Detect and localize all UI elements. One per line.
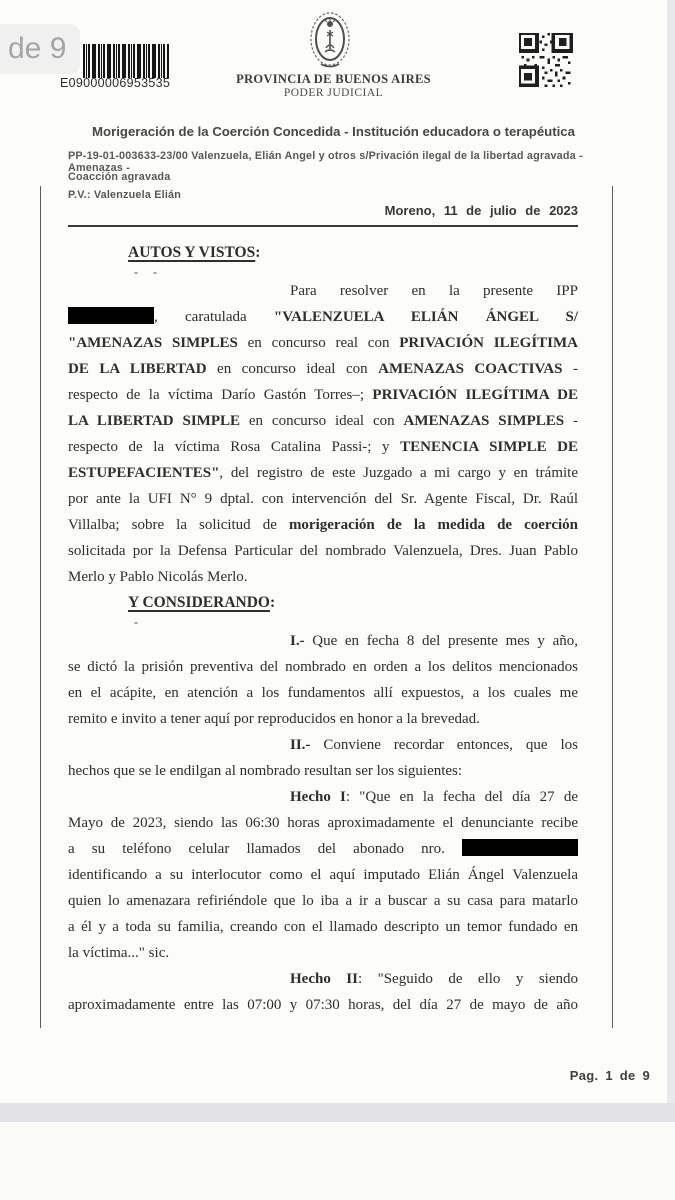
document-subject: Morigeración de la Coerción Concedida - Institución educadora o terapéutica bbox=[92, 124, 575, 139]
text-line bbox=[68, 810, 578, 836]
text-line bbox=[68, 628, 578, 654]
handwritten-dash bbox=[68, 616, 578, 628]
text-line bbox=[68, 680, 578, 706]
handwritten-dashes bbox=[68, 266, 578, 278]
page-separator bbox=[0, 1103, 675, 1122]
text-segment: hechos que se le endilgan al nombrado resultan ser los siguientes: bbox=[68, 763, 463, 779]
text-segment: morigeración de la medida de coerción bbox=[288, 517, 578, 533]
text-segment: PRIVACIÓN ILEGÍTIMA DE bbox=[372, 387, 578, 403]
text-segment: - bbox=[134, 615, 144, 629]
text-line bbox=[68, 434, 578, 460]
text-segment: la víctima..." sic. bbox=[68, 945, 170, 961]
org-name: PROVINCIA DE BUENOS AIRES bbox=[236, 72, 431, 86]
text-line bbox=[68, 382, 578, 408]
document-page-2 bbox=[0, 1122, 675, 1200]
text-segment: en concurso ideal con bbox=[206, 361, 379, 377]
text-segment: LA LIBERTAD SIMPLE bbox=[68, 413, 240, 429]
dateline: Moreno, 11 de julio de 2023 bbox=[384, 203, 578, 218]
case-caption-line1: PP-19-01-003633-23/00 Valenzuela, Elián Angel y otros s/Privación ilegal de la libertad agravada - Amenazas - bbox=[68, 150, 583, 174]
text-line bbox=[68, 330, 578, 356]
text-segment: por ante la UFI N° 9 dptal. con intervención del Sr. Agente Fiscal, Dr. Raúl bbox=[68, 491, 578, 507]
text-line bbox=[68, 862, 578, 888]
text-segment: , caratulada bbox=[154, 309, 274, 325]
text-line bbox=[68, 966, 578, 992]
text-segment: AUTOS Y VISTOS bbox=[128, 244, 256, 261]
text-line bbox=[68, 992, 578, 1018]
text-segment: Hecho II bbox=[290, 971, 358, 987]
text-segment: aproximadamente entre las 07:00 y 07:30 horas, del día 27 de mayo de año bbox=[68, 997, 578, 1013]
text-segment: Que en fecha 8 del presente mes y año, bbox=[304, 633, 578, 649]
text-segment: respecto de la víctima Rosa Catalina Passi-; y bbox=[68, 439, 401, 455]
heading-autos-y-vistos bbox=[68, 240, 578, 266]
document-body bbox=[68, 240, 578, 1018]
text-segment: DE LA LIBERTAD bbox=[68, 361, 207, 377]
text-segment: : "Que en la fecha del día 27 de bbox=[345, 789, 578, 805]
text-line bbox=[68, 914, 578, 940]
text-line bbox=[68, 538, 578, 564]
org-division: PODER JUDICIAL bbox=[283, 87, 384, 99]
text-segment: PRIVACIÓN ILEGÍTIMA bbox=[399, 335, 578, 351]
text-line bbox=[68, 940, 578, 966]
viewer-edge bbox=[667, 0, 675, 1103]
text-segment: solicitada por la Defensa Particular del nombrado Valenzuela, Dres. Juan Pablo bbox=[68, 543, 578, 559]
redaction-box bbox=[68, 307, 154, 324]
text-segment: ESTUPEFACIENTES" bbox=[68, 465, 220, 481]
page-indicator-overlay bbox=[0, 24, 80, 74]
text-segment: Merlo y Pablo Nicolás Merlo. bbox=[68, 569, 248, 585]
text-line bbox=[68, 732, 578, 758]
page-indicator-text: de 9 bbox=[8, 32, 67, 65]
text-line bbox=[68, 278, 578, 304]
text-segment: Hecho I bbox=[290, 789, 346, 805]
text-segment: quien lo amenazara refiriéndole que lo iba a ir a buscar a su casa para matarlo bbox=[68, 893, 578, 909]
heading-y-considerando bbox=[68, 590, 578, 616]
text-segment: : bbox=[269, 594, 276, 611]
text-segment: "VALENZUELA ELIÁN ÁNGEL S/ bbox=[273, 309, 578, 325]
text-segment: Para resolver en la presente IPP bbox=[290, 283, 578, 299]
text-segment: se dictó la prisión preventiva del nombrado en orden a los delitos mencionados bbox=[68, 659, 578, 675]
text-segment: en el acápite, en atención a los fundamentos allí expuestos, a los cuales me bbox=[68, 685, 578, 701]
case-caption-line2: Coacción agravada bbox=[68, 171, 171, 183]
text-segment: - - bbox=[134, 265, 163, 279]
text-segment: identificando a su interlocutor como el aquí imputado Elián Ángel Valenzuela bbox=[68, 867, 578, 883]
text-segment: remito e invito a tener aquí por reproducidos en honor a la brevedad. bbox=[68, 711, 480, 727]
text-segment: II.- bbox=[290, 737, 311, 753]
text-segment: Conviene recordar entonces, que los bbox=[310, 737, 578, 753]
left-border-line bbox=[40, 186, 41, 1028]
text-segment: Mayo de 2023, siendo las 06:30 horas aproximadamente el denunciante recibe bbox=[68, 815, 578, 831]
redaction-box bbox=[462, 839, 578, 856]
header-rule bbox=[68, 225, 578, 227]
text-segment: : "Seguido de ello y siendo bbox=[357, 971, 578, 987]
right-border-line bbox=[612, 186, 613, 1028]
text-segment: a su teléfono celular llamados del abonado nro. bbox=[68, 841, 462, 857]
text-segment: Y CONSIDERANDO bbox=[128, 594, 270, 611]
text-line bbox=[68, 512, 578, 538]
text-line-redacted bbox=[68, 304, 578, 330]
text-segment: a él y a toda su familia, creando con el llamado descripto un temor fundado en bbox=[68, 919, 578, 935]
pv-line: P.V.: Valenzuela Elián bbox=[68, 189, 182, 201]
text-line bbox=[68, 356, 578, 382]
text-segment: "AMENAZAS SIMPLES bbox=[68, 335, 238, 351]
qr-code-icon bbox=[519, 33, 573, 87]
text-line bbox=[68, 888, 578, 914]
text-segment: AMENAZAS SIMPLES bbox=[403, 413, 565, 429]
text-segment: TENENCIA SIMPLE DE bbox=[400, 439, 578, 455]
text-segment: I.- bbox=[290, 633, 305, 649]
text-line bbox=[68, 408, 578, 434]
text-segment: - bbox=[562, 361, 579, 377]
text-segment: Villalba; sobre la solicitud de bbox=[68, 517, 289, 533]
text-line bbox=[68, 564, 578, 590]
text-line bbox=[68, 758, 578, 784]
text-line-redacted bbox=[68, 836, 578, 862]
text-segment: : bbox=[255, 244, 261, 261]
text-segment: en concurso ideal con bbox=[240, 413, 404, 429]
text-line bbox=[68, 654, 578, 680]
text-segment: - bbox=[564, 413, 578, 429]
text-line bbox=[68, 486, 578, 512]
text-segment: AMENAZAS COACTIVAS bbox=[378, 361, 563, 377]
text-line bbox=[68, 706, 578, 732]
coat-of-arms-icon bbox=[301, 8, 359, 72]
text-line bbox=[68, 784, 578, 810]
text-segment: respecto de la víctima Darío Gastón Torres–; bbox=[68, 387, 373, 403]
text-line bbox=[68, 460, 578, 486]
barcode-number: E09000006953535 bbox=[60, 76, 171, 90]
text-segment: , del registro de este Juzgado a mi cargo y en trámite bbox=[219, 465, 578, 481]
text-segment: en concurso real con bbox=[237, 335, 400, 351]
page-number: Pag. 1 de 9 bbox=[569, 1068, 650, 1083]
